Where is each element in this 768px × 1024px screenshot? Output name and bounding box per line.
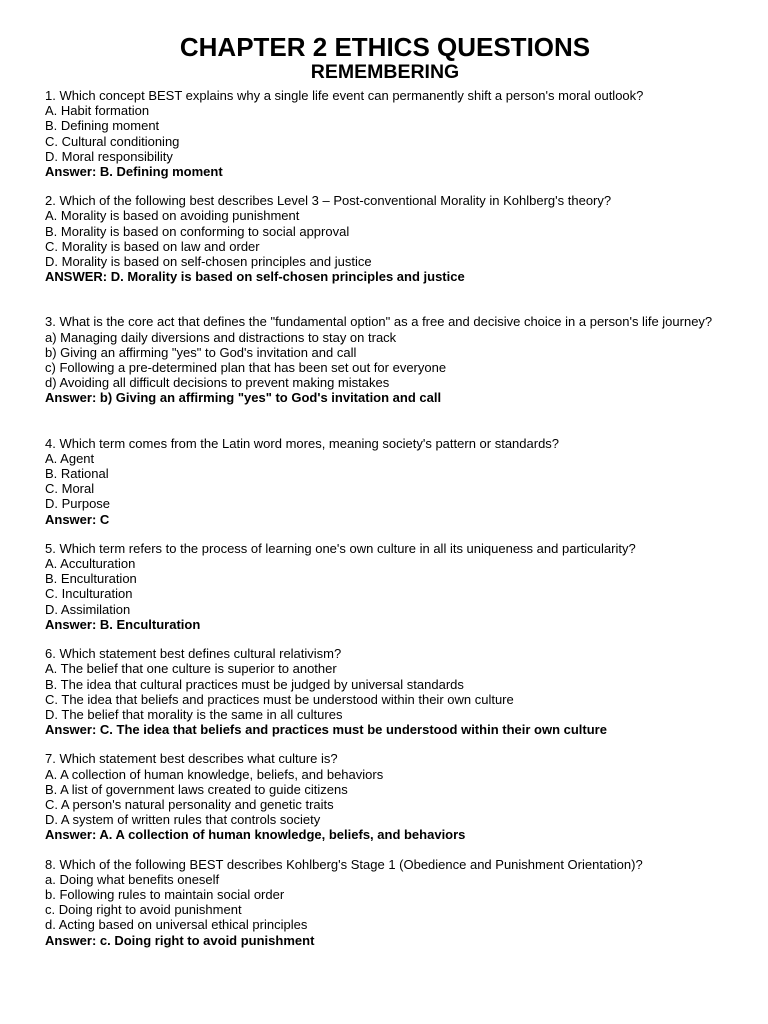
answer-option: C. The idea that beliefs and practices must be understood within their own culture — [45, 691, 514, 707]
document-title: CHAPTER 2 ETHICS QUESTIONS — [179, 32, 591, 62]
question-spacer — [45, 737, 725, 751]
question-stem: 1. Which concept BEST explains why a single life event can permanently shift a person's moral outlook? — [45, 88, 644, 103]
question-stem: 8. Which of the following BEST describes Kohlberg's Stage 1 (Obedience and Punishment Orientation)? — [45, 856, 643, 872]
answer-key: Answer: B. Defining moment — [45, 164, 223, 180]
answer-key: Answer: C — [45, 511, 110, 527]
answer-option: B. A list of government laws created to guide citizens — [45, 781, 348, 797]
question-item — [45, 88, 725, 179]
question-stem: 5. Which term refers to the process of learning one's own culture in all its uniqueness and particularity? — [45, 540, 636, 556]
question-list — [45, 88, 725, 948]
answer-key: Answer: B. Enculturation — [45, 616, 201, 632]
question-item — [45, 314, 725, 405]
question-stem: 6. Which statement best defines cultural relativism? — [45, 646, 342, 662]
answer-option: A. Morality is based on avoiding punishment — [45, 208, 300, 224]
answer-option: b. Following rules to maintain social order — [45, 886, 285, 902]
question-stem: 3. What is the core act that defines the "fundamental option" as a free and decisive choice in a person's life journey? — [45, 314, 713, 330]
question-stem: 2. Which of the following best describes Level 3 – Post-conventional Morality in Kohlberg's theory? — [45, 193, 612, 209]
question-item — [45, 646, 725, 737]
answer-option: c) Following a pre-determined plan that has been set out for everyone — [45, 360, 447, 376]
answer-option: a. Doing what benefits oneself — [45, 871, 220, 887]
answer-option: C. Morality is based on law and order — [45, 238, 260, 254]
answer-option: D. The belief that morality is the same in all cultures — [45, 706, 343, 722]
answer-option: B. Enculturation — [45, 571, 137, 587]
answer-option: C. A person's natural personality and genetic traits — [45, 796, 334, 812]
answer-option: b) Giving an affirming "yes" to God's invitation and call — [45, 344, 357, 360]
answer-option: c. Doing right to avoid punishment — [45, 902, 242, 918]
answer-option: A. The belief that one culture is superior to another — [45, 661, 337, 677]
answer-option: B. Morality is based on conforming to social approval — [45, 223, 350, 239]
answer-key: ANSWER: D. Morality is based on self-chosen principles and justice — [45, 269, 465, 285]
answer-option: A. Agent — [45, 450, 95, 466]
answer-option: D. Morality is based on self-chosen principles and justice — [45, 254, 372, 270]
answer-option: A. Habit formation — [45, 103, 150, 119]
question-stem: 4. Which term comes from the Latin word mores, meaning society's pattern or standards? — [45, 435, 560, 451]
question-item — [45, 857, 725, 948]
question-item — [45, 541, 725, 632]
answer-option: C. Moral — [45, 481, 95, 497]
answer-option: D. A system of written rules that controls society — [45, 812, 321, 828]
answer-key: Answer: c. Doing right to avoid punishment — [45, 932, 315, 948]
answer-option: B. Rational — [45, 466, 109, 482]
answer-option: d. Acting based on universal ethical principles — [45, 917, 308, 933]
question-item — [45, 751, 725, 842]
question-spacer — [45, 632, 725, 646]
answer-option: A. A collection of human knowledge, beliefs, and behaviors — [45, 766, 384, 782]
section-title: REMEMBERING — [310, 61, 460, 83]
question-spacer — [45, 406, 725, 436]
answer-option: D. Purpose — [45, 496, 111, 512]
question-item — [45, 193, 725, 284]
question-stem: 7. Which statement best describes what culture is? — [45, 751, 338, 767]
answer-key: Answer: A. A collection of human knowledge, beliefs, and behaviors — [45, 827, 466, 843]
answer-key: Answer: C. The idea that beliefs and practices must be understood within their own culture — [45, 722, 607, 738]
answer-option: C. Inculturation — [45, 586, 133, 602]
answer-option: B. Defining moment — [45, 118, 160, 134]
answer-option: D. Moral responsibility — [45, 148, 173, 164]
answer-option: D. Assimilation — [45, 601, 131, 617]
answer-option: a) Managing daily diversions and distractions to stay on track — [45, 329, 397, 345]
answer-option: d) Avoiding all difficult decisions to prevent making mistakes — [45, 375, 390, 391]
answer-option: A. Acculturation — [45, 556, 136, 572]
question-spacer — [45, 527, 725, 541]
document-page — [45, 32, 725, 948]
answer-option: C. Cultural conditioning — [45, 133, 180, 149]
question-item — [45, 436, 725, 527]
answer-option: B. The idea that cultural practices must be judged by universal standards — [45, 676, 464, 692]
question-spacer — [45, 843, 725, 857]
answer-key: Answer: b) Giving an affirming "yes" to God's invitation and call — [45, 390, 442, 406]
question-spacer — [45, 179, 725, 193]
question-spacer — [45, 284, 725, 314]
